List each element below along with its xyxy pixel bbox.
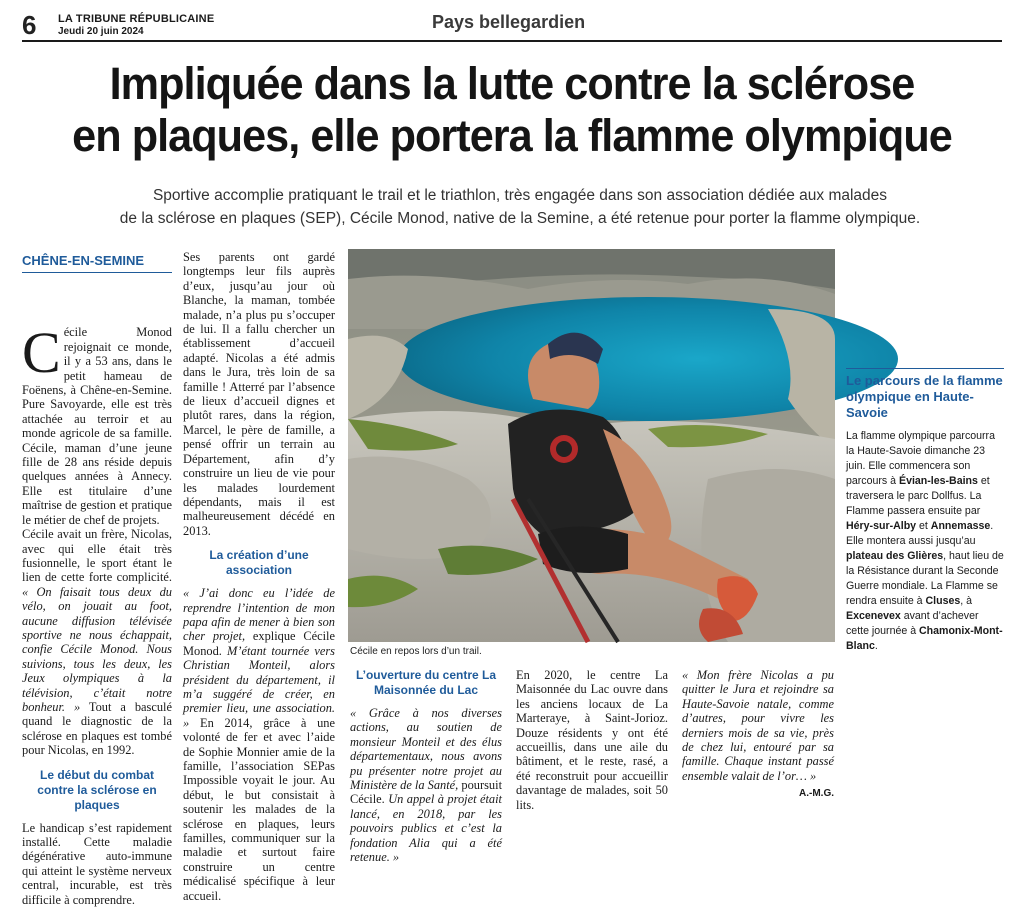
- subhead-association: La création d’une association: [209, 548, 309, 578]
- title-line-2: en plaques, elle portera la flamme olympique: [72, 110, 952, 161]
- publication-date: Jeudi 20 juin 2024: [58, 26, 144, 37]
- drop-cap: C: [22, 320, 61, 386]
- paragraph-6: « Grâce à nos diverses actions, au soutien de monsieur Monteil et des élus départementaux, nous avons pu présenter notre projet au Ministère de la Santé, poursuit Cécile. Un appel à projet était lancé, en 2018, par les pouvoirs publics et c’est la fondation Alia qui a été retenue. »: [350, 706, 503, 865]
- page-number: 6: [22, 10, 37, 40]
- place-hery: Héry-sur-Alby: [846, 520, 917, 532]
- column-5: [682, 668, 834, 802]
- subhead-combat: Le début du combat contre la sclérose en plaques: [37, 767, 157, 812]
- column-3: [350, 668, 502, 864]
- trail-photo-illustration: [348, 249, 835, 642]
- paragraph-5: « J’ai donc eu l’idée de reprendre l’intention de mon papa afin de mener à bien son cher projet, explique Cécile Monod. M’étant tournée vers Christian Monteil, alors président du département, il m’a suggéré de créer, en premier lieu, une association. » En 2014, grâce à une volonté de fer et avec l’aide de Sophie Monnier amie de la famille, l’association SEPas Impossible voyait le jour. Au début, le but consistait à soutenir les malades de la sclérose en plaques, leurs familles, communiquer sur la maladie et surtout faire construire un centre médicalisé spécifique à leur accueil.: [183, 586, 335, 903]
- title-line-1: Impliquée dans la lutte contre la sclérose: [109, 58, 915, 109]
- paragraph-2: Cécile avait un frère, Nicolas, avec qui elle était très fusionnelle, le sport étant le lien de cette forte complicité. « On faisait tous deux du vélo, on jouait au foot, aucune diffusion télévisée sportive ne nous échappait, confie Cécile Monod. Nous suivions, tous les deux, les Jeux olympiques à la télévision, c’était notre bonheur. » Tout a basculé quand le diagnostic de la sclérose en plaques est tombé pour Nicolas, en 1992.: [22, 527, 172, 758]
- paragraph-4: Ses parents ont gardé longtemps leur fils auprès d’eux, jusqu’au jour où Blanche, la maman, tombée malade, n’a plus pu s’occuper de lui. Il a fallu chercher un établissement d’accueil adapté. Nicolas a été admis dans le Jura, très loin de sa famille ! Atterré par l’absence de lieux d’accueil dignes et plutôt rares, dans la région, Marcel, le père de famille, a pensé offrir un terrain au Département, afin d’y construire un lieu de vie pour les malades lourdement dépendants, mais il est malheureusement décédé en 2013.: [183, 250, 335, 538]
- place-annemasse: Annemasse: [930, 520, 991, 532]
- place-glieres: plateau des Glières: [846, 550, 944, 562]
- standfirst-line-2: de la sclérose en plaques (SEP), Cécile Monod, native de la Semine, a été retenue pour porter la flamme olympique.: [119, 210, 921, 227]
- page-header: [0, 0, 1024, 42]
- section-title: Pays bellegardien: [432, 12, 586, 32]
- photo-caption: Cécile en repos lors d’un trail.: [350, 646, 482, 657]
- subhead-ouverture: L’ouverture du centre La Maisonnée du Lac: [355, 668, 497, 697]
- location-kicker: CHÊNE-EN-SEMINE: [22, 252, 172, 273]
- column-2: [183, 250, 335, 903]
- article-standfirst: [100, 184, 940, 230]
- place-evian: Évian-les-Bains: [899, 475, 978, 487]
- place-chamonix: Chamonix-Mont-Blanc: [846, 625, 1003, 652]
- sidebar-box: [846, 368, 1004, 654]
- paragraph-7: « Mon frère Nicolas a pu quitter le Jura et rejoindre sa Haute-Savoie natale, comme d’autres, pour vivre les derniers mois de sa vie, près de chez lui, entouré par sa famille. Chaque instant passé ensemble valait de l’or… »: [682, 668, 834, 783]
- standfirst-line-1: Sportive accomplie pratiquant le trail et le triathlon, très engagée dans son association dédiée aux malades: [152, 187, 888, 204]
- header-rule: [22, 40, 1002, 42]
- paragraph-6-end: En 2020, le centre La Maisonnée du Lac ouvre dans les anciens locaux de La Marteraye, à Saint-Jorioz. Douze résidents y ont été accueillis, dans une aile du bâtiment, et le reste, rasé, a été reconstruit pour accueillir davantage de malades, soit 50 lits.: [516, 668, 668, 812]
- place-cluses: Cluses: [925, 595, 961, 607]
- paragraph-3: Le handicap s’est rapidement installé. Cette maladie dégénérative auto-immune qui atteint le système nerveux central, incurable, est très difficile à comprendre.: [22, 820, 172, 907]
- publication-name: LA TRIBUNE RÉPUBLICAINE: [58, 13, 215, 25]
- column-4: [516, 668, 668, 812]
- column-1: [22, 252, 172, 907]
- article-title: [20, 58, 1003, 162]
- sidebar-title: Le parcours de la flamme olympique en Haute-Savoie: [846, 373, 1003, 420]
- paragraph-1: Cécile Monod rejoignait ce monde, il y a 53 ans, dans le petit hameau de Foënens, à Chêne-en-Semine. Pure Savoyarde, elle est très attachée au terroir et au monde agricole de sa famille. Cécile, maman d’une jeune fille de 28 ans réside depuis quelques années à Annecy. Elle est titulaire d’une maîtrise de gestion et pratique le métier de chef de projets.: [22, 320, 172, 527]
- sidebar-body: La flamme olympique parcourra la Haute-Savoie dimanche 23 juin. Elle commencera son parcours à Évian-les-Bains et traversera le parc Dollfus. La Flamme passera ensuite par Héry-sur-Alby et Annemasse. Elle montera aussi jusqu’au plateau des Glières, haut lieu de la Résistance durant la Seconde Guerre mondiale. La Flamme se rendra ensuite à Cluses, à Excenevex avant d’achever cette journée à Chamonix-Mont-Blanc.: [846, 430, 1004, 652]
- author-signature: A.-M.G.: [799, 788, 834, 800]
- place-excenevex: Excenevex: [846, 610, 901, 622]
- article-photo: [348, 249, 835, 642]
